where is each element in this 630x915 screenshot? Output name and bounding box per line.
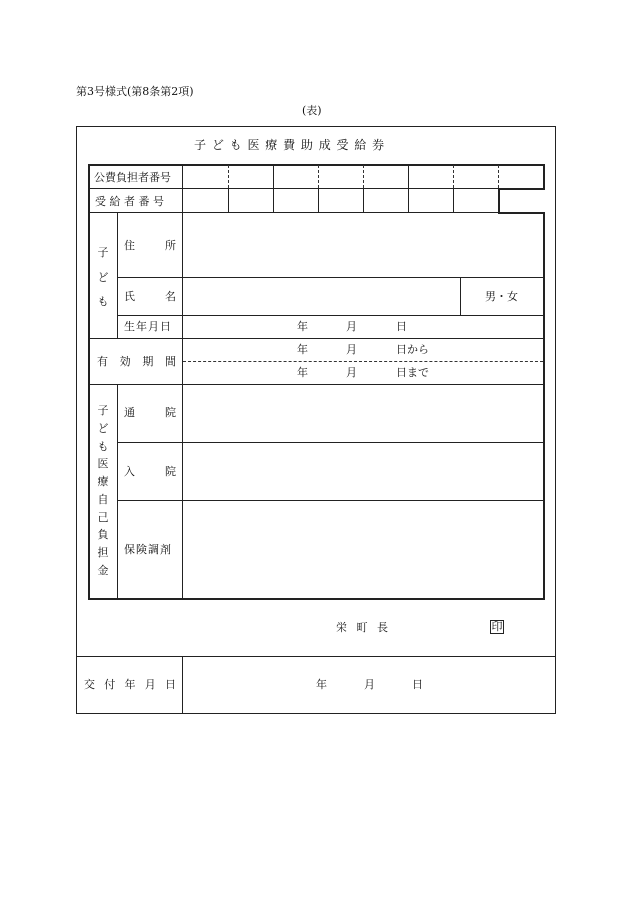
inner-notch-line (498, 188, 545, 190)
number-label-divider (182, 164, 183, 599)
burden-digit-divider-4 (363, 165, 364, 188)
inner-right-top-line (543, 164, 545, 189)
validity-bottom-line (88, 384, 544, 385)
burden-digit-divider-6 (453, 165, 454, 188)
valid-until-year: 年 (297, 366, 308, 379)
copay-label: 子 ど も 医 療 自 己 負 担 金 (97, 404, 109, 577)
inner-right-line (543, 212, 545, 599)
recipient-number-label: 受 給 者 番 号 (95, 195, 164, 208)
burden-digit-divider-3 (318, 165, 319, 188)
recipient-digit-divider-5 (408, 189, 409, 213)
address-label: 住 所 (124, 239, 176, 252)
issue-date-divider (182, 656, 183, 713)
burden-number-label: 公費負担者番号 (94, 171, 171, 184)
burden-digit-divider-2 (273, 165, 274, 188)
issue-day: 日 (412, 678, 423, 691)
recipient-digit-divider-6 (453, 189, 454, 213)
birth-year: 年 (297, 320, 308, 333)
issue-month: 月 (364, 678, 375, 691)
copay-label-divider (117, 384, 118, 599)
burden-digit-divider-7 (498, 165, 499, 188)
recipient-digit-divider-2 (273, 189, 274, 213)
valid-from-year: 年 (297, 343, 308, 356)
validity-label: 有 効 期 間 (97, 355, 176, 368)
form-outer-frame (76, 126, 556, 714)
form-side: (表) (302, 104, 322, 117)
form-title: 子 ど も 医 療 費 助 成 受 給 券 (194, 138, 386, 152)
child-label-divider (117, 212, 118, 338)
gender-divider (460, 277, 461, 315)
pharmacy-label: 保険調剤 (124, 543, 172, 556)
child-label: 子 ど も (97, 246, 109, 308)
seal-mark: 印 (491, 620, 503, 633)
birthdate-bottom-line (88, 338, 544, 339)
issuer: 栄 町 長 (336, 621, 391, 634)
burden-digit-divider-5 (408, 165, 409, 188)
gender-choice: 男・女 (485, 290, 518, 303)
address-bottom-line (117, 277, 544, 278)
issue-year: 年 (316, 678, 327, 691)
valid-until-month: 月 (346, 366, 357, 379)
inner-bottom-line (88, 598, 545, 600)
recipient-digit-divider-4 (363, 189, 364, 213)
inpatient-bottom-line (117, 500, 544, 501)
validity-dashed-divider (183, 361, 543, 362)
inner-notch-vertical (498, 188, 500, 214)
name-bottom-line (117, 315, 544, 316)
birth-day: 日 (396, 320, 407, 333)
inner-left-line (88, 164, 90, 599)
inner-notch-bottom (498, 212, 545, 214)
outpatient-bottom-line (117, 442, 544, 443)
valid-until-day: 日まで (396, 366, 429, 379)
birth-month: 月 (346, 320, 357, 333)
form-number: 第3号様式(第8条第2項) (76, 85, 194, 98)
inpatient-label: 入 院 (124, 465, 176, 478)
issue-date-top-line (77, 656, 555, 657)
recipient-digit-divider-3 (318, 189, 319, 213)
name-label: 氏 名 (124, 290, 176, 303)
child-section-top-line (88, 212, 498, 213)
valid-from-month: 月 (346, 343, 357, 356)
inner-top-line (88, 164, 545, 166)
outpatient-label: 通 院 (124, 406, 176, 419)
number-rows-divider (88, 188, 498, 189)
recipient-digit-divider-1 (228, 189, 229, 213)
valid-from-day: 日から (396, 343, 429, 356)
issue-date-label: 交 付 年 月 日 (84, 678, 176, 691)
birthdate-label: 生年月日 (124, 320, 172, 333)
burden-digit-divider-1 (228, 165, 229, 188)
